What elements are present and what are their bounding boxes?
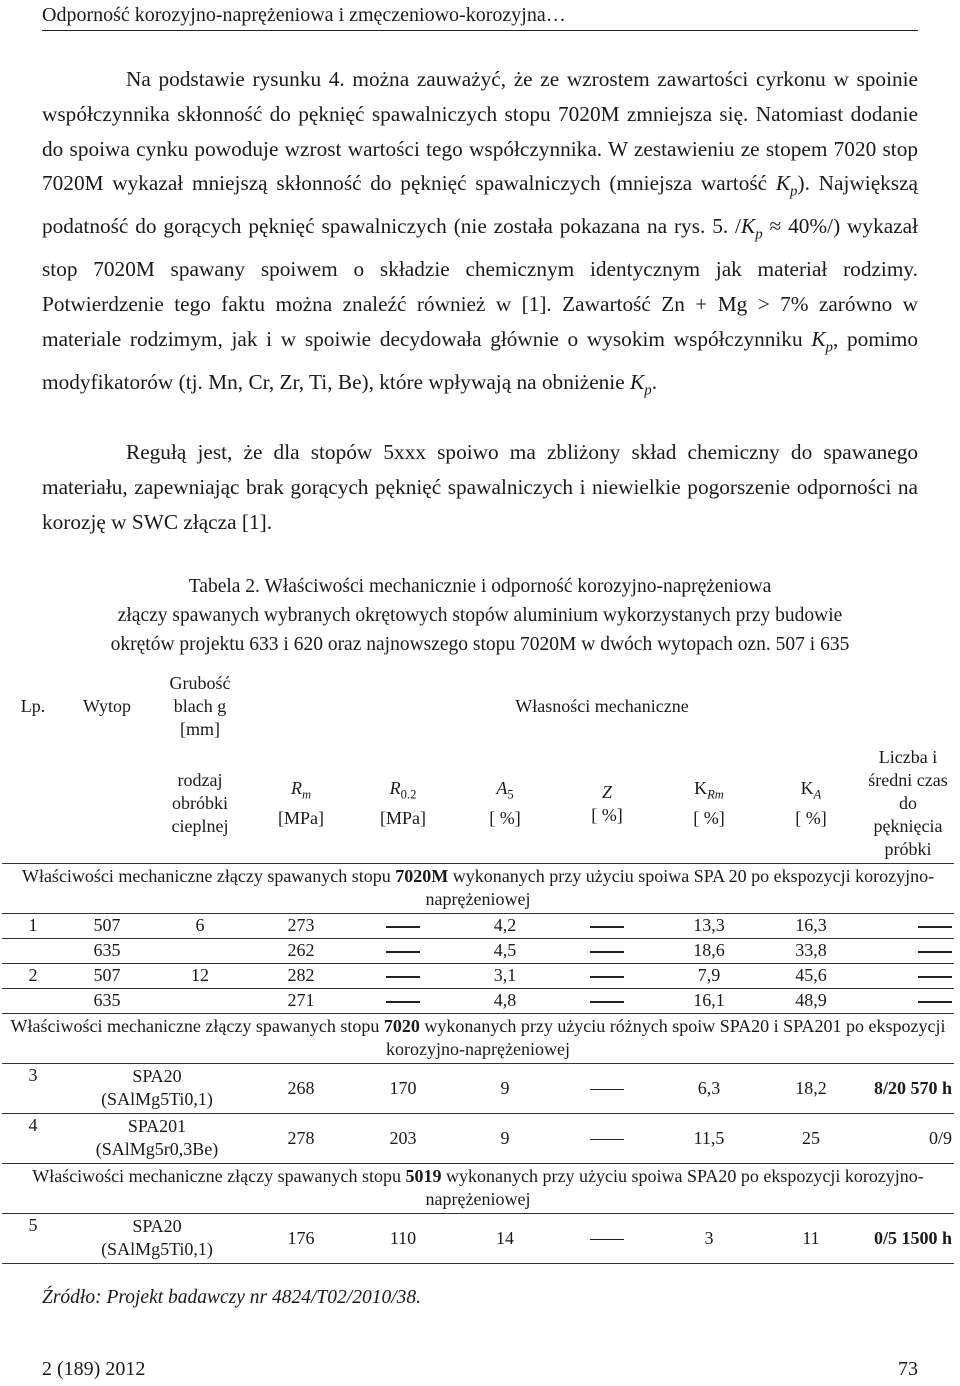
table-row: [2, 1063, 954, 1113]
table-source: Źródło: Projekt badawczy nr 4824/T02/2010/38.: [42, 1287, 421, 1308]
table-cell: 635: [64, 988, 150, 1013]
table-cell: 262: [250, 938, 352, 963]
header-krm: $K_{Rm}$ [ %]: [658, 745, 760, 863]
section-5019: [2, 1163, 954, 1213]
table-cell: 16,3: [760, 913, 862, 938]
header-z: Z [ %]: [556, 745, 658, 863]
table-cell: 4,5: [454, 938, 556, 963]
table-cell: [352, 988, 454, 1013]
table-cell: 48,9: [760, 988, 862, 1013]
table-cell: [556, 1063, 658, 1113]
table-cell: 507: [64, 913, 150, 938]
table-cell: [556, 938, 658, 963]
table-cell: SPA20 (SAlMg5Ti0,1): [64, 1213, 250, 1263]
table-cell: 0/9: [862, 1113, 954, 1163]
table-cell: 9: [454, 1113, 556, 1163]
paragraph-2: Regułą jest, że dla stopów 5xxx spoiwo ma zbliżony skład chemiczny do spawanego materiału, zapewniając brak gorących pęknięć spawalniczych i niewielkie pogorszenie odporności na korozję w SWC złącza [1].: [42, 440, 918, 534]
table-cell: [556, 1213, 658, 1263]
paragraph-1: Na podstawie rysunku 4. można zauważyć, że ze wzrostem zawartości cyrkonu w spoinie współczynnika skłonność do pęknięć spawalniczych stopu 7020M zmniejsza się. Natomiast dodanie do spoiwa cynku powoduje wzrost wartości tego współczynnika. W zestawieniu ze stopem 7020 stop 7020M wykazał mniejszą skłonność do pęknięć spawalniczych (mniejsza wartość $K_p$). Największą podatność do gorących pęknięć spawalniczych (nie została pokazana na rys. 5. $/K_p \approx 40\%/$) wykazał stop 7020M spawany spoiwem o składzie chemicznym identycznym jak materiał rodzimy. Potwierdzenie tego faktu można znaleźć również w [1]. Zawartość Zn + Mg > 7% zarówno w materiale rodzimym, jak i w spoiwie decydowała głównie o wysokim współczynniku $K_p$, pomimo modyfikatorów (tj. Mn, Cr, Zr, Ti, Be), które wpływają na obniżenie $K_p$.: [42, 67, 918, 399]
table-cell: 5: [2, 1213, 64, 1263]
header-a5: $A_5$ [ %]: [454, 745, 556, 863]
table-cell: [2, 745, 64, 863]
table-cell: 170: [352, 1063, 454, 1113]
header-lp: Lp.: [20, 695, 46, 716]
header-wytop: Wytop: [83, 695, 131, 716]
table-cell: 507: [64, 963, 150, 988]
table-cell: 14: [454, 1213, 556, 1263]
header-row-1: [2, 667, 954, 745]
table-cell: 11,5: [658, 1113, 760, 1163]
header-rodzaj: rodzaj obróbki cieplnej: [150, 745, 250, 863]
table-cell: 271: [250, 988, 352, 1013]
table-cell: 635: [64, 938, 150, 963]
mechanical-properties-table: [2, 667, 954, 1264]
table-cell: 4: [2, 1113, 64, 1163]
table-cell: [352, 913, 454, 938]
table-cell: Właściwości mechaniczne złączy spawanych stopu 7020 wykonanych przy użyciu różnych spoiw SPA20 i SPA201 po ekspozycji korozyjno-naprężeniowej: [2, 1013, 954, 1063]
table-cell: 12: [150, 963, 250, 988]
header-grubosc: Grubość blach g [mm]: [169, 672, 231, 739]
table-cell: 33,8: [760, 938, 862, 963]
table-cell: 0/5 1500 h: [862, 1213, 954, 1263]
table-cell: 6,3: [658, 1063, 760, 1113]
table-cell: [150, 938, 250, 963]
header-rm: $R_m$ [MPa]: [250, 745, 352, 863]
table-cell: [862, 988, 954, 1013]
table-cell: [556, 963, 658, 988]
section-7020: [2, 1013, 954, 1063]
table-cell: SPA201 (SAlMg5r0,3Be): [64, 1113, 250, 1163]
table-cell: 11: [760, 1213, 862, 1263]
header-r02: $R_{0.2}$ [MPa]: [352, 745, 454, 863]
table-row: [2, 988, 954, 1013]
header-liczba: Liczba i średni czas do pęknięcia próbki: [862, 745, 954, 863]
table-cell: 9: [454, 1063, 556, 1113]
table-cell: [150, 988, 250, 1013]
table-cell: Właściwości mechaniczne złączy spawanych stopu 5019 wykonanych przy użyciu spoiwa SPA20 po ekspozycji korozyjno-naprężeniowej: [2, 1163, 954, 1213]
table-cell: [352, 963, 454, 988]
table-cell: 110: [352, 1213, 454, 1263]
table-cell: 282: [250, 963, 352, 988]
table-cell: 1: [2, 913, 64, 938]
table-cell: 3: [2, 1063, 64, 1113]
table-cell: 25: [760, 1113, 862, 1163]
table-cell: 278: [250, 1113, 352, 1163]
table-cell: 4,2: [454, 913, 556, 938]
header-wlasnosci: Własności mechaniczne: [515, 695, 689, 716]
table-cell: 273: [250, 913, 352, 938]
table-cell: [556, 913, 658, 938]
table-row: [2, 1213, 954, 1263]
issue-number: 2 (189) 2012: [42, 1358, 146, 1380]
table-cell: 18,6: [658, 938, 760, 963]
table-cell: SPA20 (SAlMg5Ti0,1): [64, 1063, 250, 1113]
table-cell: 4,8: [454, 988, 556, 1013]
table-cell: 18,2: [760, 1063, 862, 1113]
table-cell: 176: [250, 1213, 352, 1263]
section-7020m: [2, 863, 954, 913]
table-cell: 6: [150, 913, 250, 938]
table-cell: 268: [250, 1063, 352, 1113]
table-caption: Tabela 2. Właściwości mechanicznie i odporność korozyjno-naprężeniowa złączy spawanych wybranych okrętowych stopów aluminium wykorzystanych przy budowie okrętów projektu 633 i 620 oraz najnowszego stopu 7020M w dwóch wytopach ozn. 507 i 635: [110, 576, 850, 655]
table-cell: 8/20 570 h: [862, 1063, 954, 1113]
table-row: [2, 1113, 954, 1163]
table-cell: 7,9: [658, 963, 760, 988]
table-cell: [2, 938, 64, 963]
table-row: [2, 938, 954, 963]
page-number: 73: [898, 1358, 918, 1380]
table-cell: [556, 988, 658, 1013]
running-header: Odporność korozyjno-naprężeniowa i zmęczeniowo-korozyjna…: [42, 2, 918, 31]
table-cell: 203: [352, 1113, 454, 1163]
table-cell: 3: [658, 1213, 760, 1263]
table-cell: Właściwości mechaniczne złączy spawanych stopu 7020M wykonanych przy użyciu spoiwa SPA 20 po ekspozycji korozyjno-naprężeniowej: [2, 863, 954, 913]
table-cell: [556, 1113, 658, 1163]
table-cell: [862, 913, 954, 938]
table-cell: 3,1: [454, 963, 556, 988]
table-cell: [862, 963, 954, 988]
table-row: [2, 913, 954, 938]
table-cell: 16,1: [658, 988, 760, 1013]
table-cell: [2, 988, 64, 1013]
table-row: [2, 963, 954, 988]
header-ka: $K_A$ [ %]: [760, 745, 862, 863]
table-cell: [352, 938, 454, 963]
table-cell: [64, 745, 150, 863]
table-cell: [862, 938, 954, 963]
table-cell: 13,3: [658, 913, 760, 938]
table-cell: 2: [2, 963, 64, 988]
table-cell: 45,6: [760, 963, 862, 988]
header-row-2: [2, 745, 954, 863]
